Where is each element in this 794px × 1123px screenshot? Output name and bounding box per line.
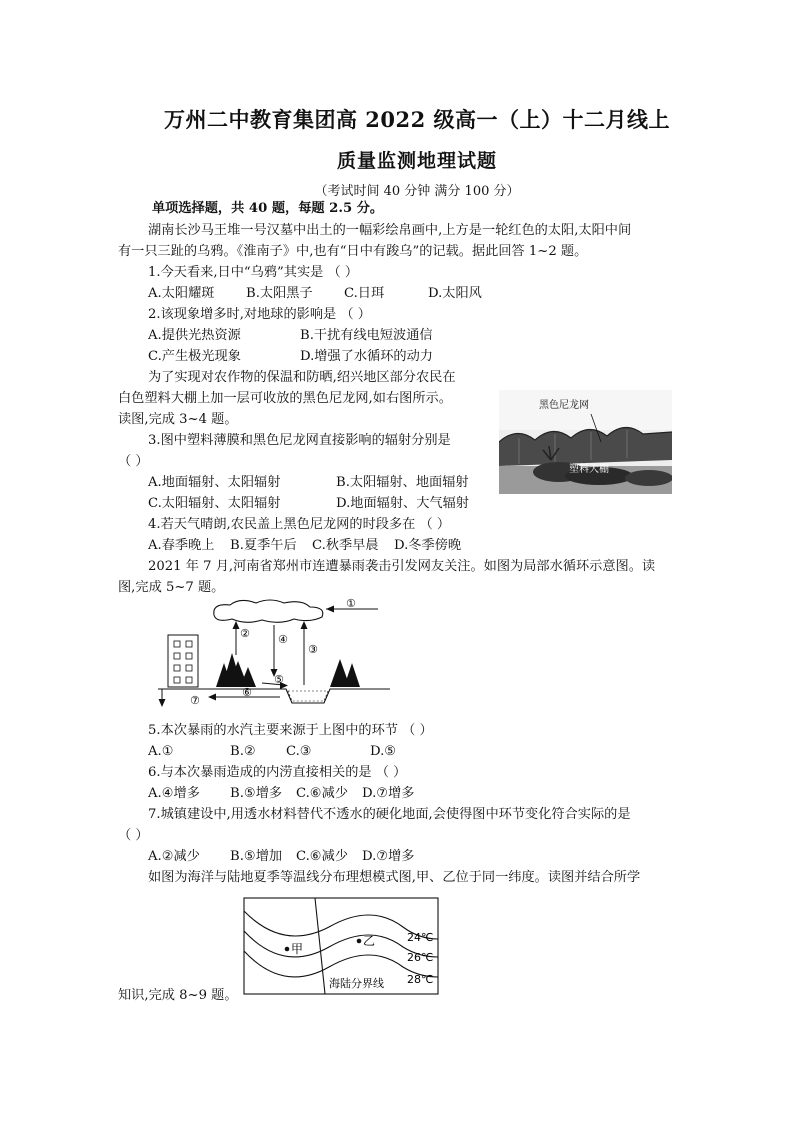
question-2-options-row-2 xyxy=(148,347,433,367)
exam-info: （考试时间 40 分钟 满分 100 分） xyxy=(314,184,520,199)
question-2-option-d: D.增强了水循环的动力 xyxy=(300,349,433,364)
point-yi: 乙 xyxy=(363,934,376,948)
question-7-option-b: B.⑤增加 xyxy=(230,849,283,864)
question-6-options xyxy=(148,784,415,804)
question-2-option-a: A.提供光热资源 xyxy=(148,328,241,343)
question-6-option-b: B.⑤增多 xyxy=(230,786,283,801)
question-5-options xyxy=(148,742,396,762)
question-4-option-d: D.冬季傍晚 xyxy=(394,538,462,553)
question-2-option-b: B.干扰有线电短波通信 xyxy=(300,328,433,343)
question-1-stem: 1.今天看来,日中“乌鸦”其实是 （ ） xyxy=(148,265,359,280)
question-5-option-b: B.② xyxy=(230,744,256,759)
label-3: ③ xyxy=(308,643,318,656)
question-4-stem: 4.若天气晴朗,农民盖上黑色尼龙网的时段多在 （ ） xyxy=(148,517,451,532)
question-2-options-row-1 xyxy=(148,326,433,346)
isotherm-24: 24℃ xyxy=(407,931,434,944)
question-1-option-c: C.日珥 xyxy=(344,286,385,301)
question-4-option-a: A.春季晚上 xyxy=(148,538,215,553)
question-6-option-c: C.⑥减少 xyxy=(296,786,349,801)
question-6-option-d: D.⑦增多 xyxy=(362,786,415,801)
point-jia: 甲 xyxy=(291,942,304,956)
section-heading: 单项选择题，共 40 题，每题 2.5 分。 xyxy=(152,201,384,216)
question-3-option-d: D.地面辐射、大气辐射 xyxy=(336,496,469,511)
question-5-option-d: D.⑤ xyxy=(370,744,397,759)
question-4-options xyxy=(148,536,461,556)
isotherm-28: 28℃ xyxy=(407,973,434,986)
question-5-stem: 5.本次暴雨的水汽主要来源于上图中的环节 （ ） xyxy=(148,723,433,738)
question-4-option-c: C.秋季早晨 xyxy=(312,538,379,553)
greenhouse-photo xyxy=(499,390,672,494)
question-7-option-a: A.②减少 xyxy=(148,849,200,864)
question-3-paren: （ ） xyxy=(118,454,149,469)
question-3-option-a: A.地面辐射、太阳辐射 xyxy=(148,475,281,490)
exam-title-line1: 万州二中教育集团高 2022 级高一（上）十二月线上 xyxy=(163,107,671,132)
question-7-stem: 7.城镇建设中,用透水材料替代不透水的硬化地面,会使得图中环节变化符合实际的是 xyxy=(148,807,631,822)
label-1: ① xyxy=(346,597,356,610)
photo-label-film: 塑料大棚 xyxy=(569,464,609,475)
label-2: ② xyxy=(240,627,250,640)
passage-1-line-1: 湖南长沙马王堆一号汉墓中出土的一幅彩绘帛画中,上方是一轮红色的太阳,太阳中间 xyxy=(148,223,632,238)
question-1-options xyxy=(148,284,482,304)
passage-4-line-1: 如图为海洋与陆地夏季等温线分布理想模式图,甲、乙位于同一纬度。读图并结合所学 xyxy=(148,870,641,885)
question-1-option-b: B.太阳黑子 xyxy=(246,286,313,301)
question-3-option-b: B.太阳辐射、地面辐射 xyxy=(336,475,469,490)
isotherm-diagram xyxy=(243,897,439,995)
exam-title-line2: 质量监测地理试题 xyxy=(336,150,497,172)
question-6-stem: 6.与本次暴雨造成的内涝直接相关的是 （ ） xyxy=(148,765,407,780)
boundary-label: 海陆分界线 xyxy=(329,977,384,990)
question-6-option-a: A.④增多 xyxy=(148,786,200,801)
isotherm-26: 26℃ xyxy=(407,951,434,964)
question-7-paren: （ ） xyxy=(118,828,149,843)
passage-1-line-2: 有一只三趾的乌鸦。《淮南子》中,也有“日中有踆乌”的记载。据此回答 1~2 题。 xyxy=(118,244,588,259)
passage-3-line-2: 图,完成 5~7 题。 xyxy=(118,580,225,595)
question-5-option-c: C.③ xyxy=(286,744,312,759)
water-cycle-diagram xyxy=(154,597,394,709)
question-4-option-b: B.夏季午后 xyxy=(230,538,297,553)
passage-2-line-1: 为了实现对农作物的保温和防晒,绍兴地区部分农民在 xyxy=(148,370,456,385)
question-7-options xyxy=(148,847,415,867)
question-3-stem: 3.图中塑料薄膜和黑色尼龙网直接影响的辐射分别是 xyxy=(148,433,451,448)
label-4: ④ xyxy=(278,633,288,646)
label-7: ⑦ xyxy=(190,694,200,707)
question-1-option-a: A.太阳耀斑 xyxy=(148,286,215,301)
label-6: ⑥ xyxy=(242,686,252,699)
label-5: ⑤ xyxy=(274,673,284,686)
passage-4-line-2: 知识,完成 8~9 题。 xyxy=(118,988,238,1003)
question-2-stem: 2.该现象增多时,对地球的影响是 （ ） xyxy=(148,307,371,322)
question-2-option-c: C.产生极光现象 xyxy=(148,349,241,364)
passage-2-line-2: 白色塑料大棚上加一层可收放的黑色尼龙网,如右图所示。 xyxy=(118,391,452,406)
passage-2-line-3: 读图,完成 3~4 题。 xyxy=(118,412,238,427)
question-5-option-a: A.① xyxy=(148,744,174,759)
passage-3-line-1: 2021 年 7 月,河南省郑州市连遭暴雨袭击引发网友关注。如图为局部水循环示意图。读 xyxy=(148,559,656,574)
photo-label-net: 黑色尼龙网 xyxy=(539,400,589,411)
question-3-options-row-2 xyxy=(148,494,469,514)
question-7-option-c: C.⑥减少 xyxy=(296,849,349,864)
greenhouse-photo-drawing xyxy=(499,390,672,494)
question-3-option-c: C.太阳辐射、太阳辐射 xyxy=(148,496,281,511)
question-1-option-d: D.太阳风 xyxy=(428,286,482,301)
question-3-options-row-1 xyxy=(148,473,469,493)
question-7-option-d: D.⑦增多 xyxy=(362,849,415,864)
